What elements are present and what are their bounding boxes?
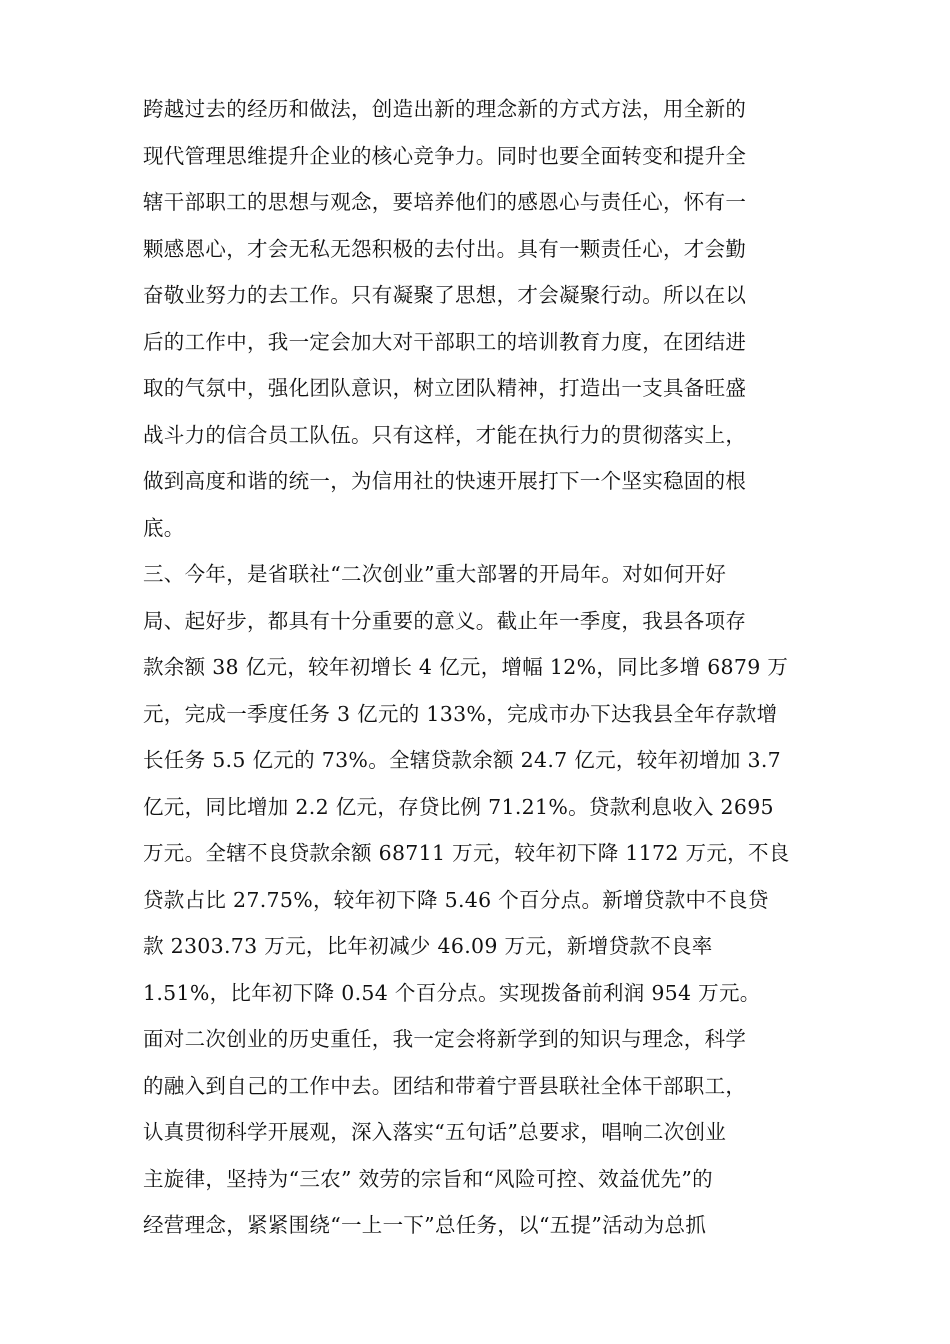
text-line: 颗感恩心，才会无私无怨积极的去付出。具有一颗责任心，才会勤 [143,236,747,261]
text-line: 辖干部职工的思想与观念，要培养他们的感恩心与责任心，怀有一 [143,190,747,214]
text-line: 后的工作中，我一定会加大对干部职工的培训教育力度，在团结进 [143,329,747,354]
text-line: 奋敬业努力的去工作。只有凝聚了思想，才会凝聚行动。所以在以 [143,283,747,307]
text-line: 1.51%，比年初下降 0.54 个百分点。实现拨备前利润 954 万元。 [143,980,761,1005]
text-line: 局、起好步，都具有十分重要的意义。截止年一季度，我县各项存 [143,608,747,633]
text-line: 款 2303.73 万元，比年初减少 46.09 万元，新增贷款不良率 [143,934,713,958]
body-text [143,92,823,1255]
text-line: 的融入到自己的工作中去。团结和带着宁晋县联社全体干部职工， [143,1073,747,1098]
text-line: 战斗力的信合员工队伍。只有这样，才能在执行力的贯彻落实上， [143,422,747,447]
text-line: 经营理念，紧紧围绕“一上一下”总任务，以“五提”活动为总抓 [143,1213,707,1237]
text-line: 万元。全辖不良贷款余额 68711 万元，较年初下降 1172 万元，不良 [143,841,790,865]
text-line: 做到高度和谐的统一，为信用社的快速开展打下一个坚实稳固的根 [143,469,747,493]
text-line: 元，完成一季度任务 3 亿元的 133%，完成市办下达我县全年存款增 [143,701,778,726]
text-line: 三、今年，是省联社“二次创业”重大部署的开局年。对如何开好 [143,562,727,586]
text-line: 现代管理思维提升企业的核心竞争力。同时也要全面转变和提升全 [143,143,747,168]
text-line: 款余额 38 亿元，较年初增长 4 亿元，增幅 12%，同比多增 6879 万 [143,655,789,679]
text-line: 底。 [143,515,185,540]
text-line: 主旋律，坚持为“三农” 效劳的宗旨和“风险可控、效益优先”的 [143,1166,713,1191]
text-line: 取的气氛中，强化团队意识，树立团队精神，打造出一支具备旺盛 [143,376,747,400]
text-line: 面对二次创业的历史重任，我一定会将新学到的知识与理念，科学 [143,1027,747,1051]
text-line: 贷款占比 27.75%，较年初下降 5.46 个百分点。新增贷款中不良贷 [143,887,769,912]
text-line: 亿元，同比增加 2.2 亿元，存贷比例 71.21%。贷款利息收入 2695 [143,794,774,819]
text-line: 跨越过去的经历和做法，创造出新的理念新的方式方法，用全新的 [143,97,747,121]
text-line: 长任务 5.5 亿元的 73%。全辖贷款余额 24.7 亿元，较年初增加 3.7 [143,748,782,772]
text-line: 认真贯彻科学开展观，深入落实“五句话”总要求，唱响二次创业 [143,1120,727,1144]
